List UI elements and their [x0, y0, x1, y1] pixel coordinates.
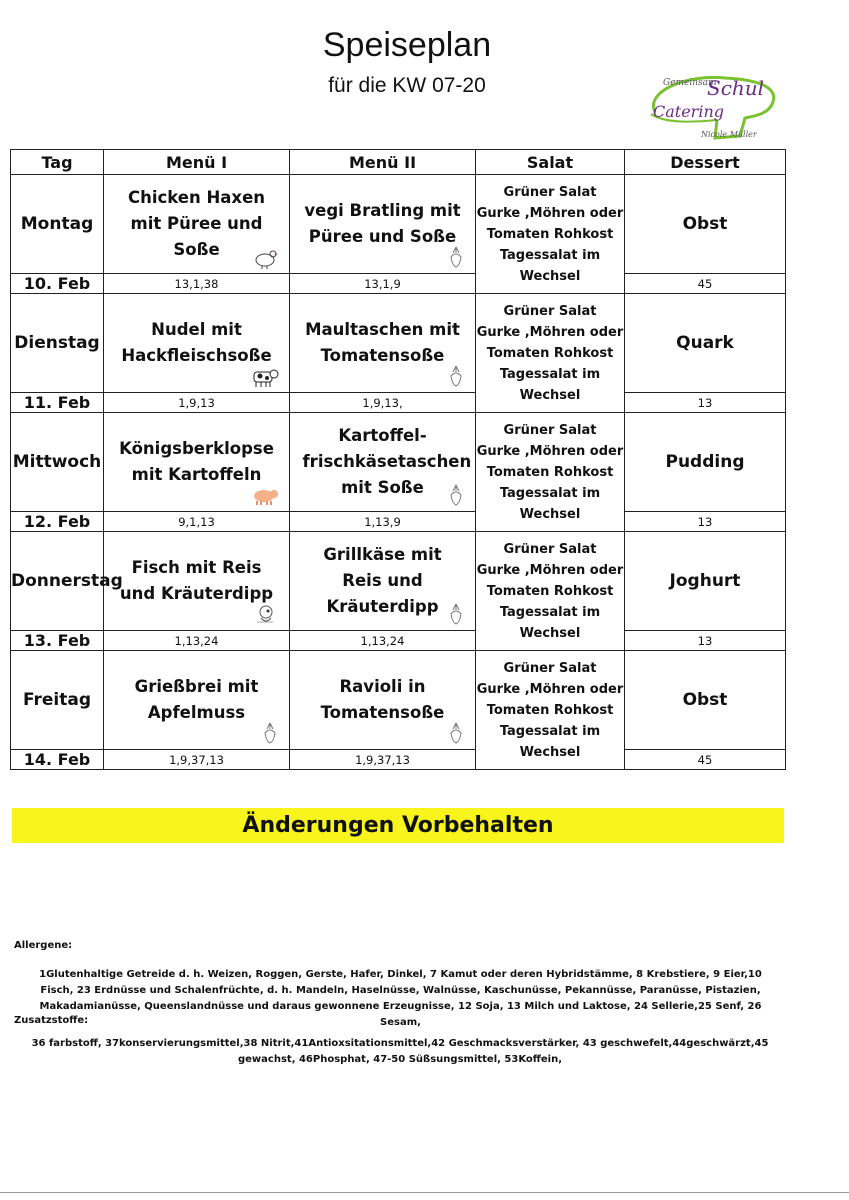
logo-text-catering: Catering [653, 102, 724, 121]
logo-text-schul: Schul [707, 76, 765, 100]
menu2-dish [290, 651, 476, 750]
table-row-codes [11, 274, 786, 294]
salat-line: Tomaten Rohkost [486, 345, 614, 361]
additives-title: Zusatzstoffe: [14, 1015, 89, 1026]
menu1-dish-text: Grießbrei mit Apfelmuss [134, 677, 259, 722]
logo-text-owner: Nicole Müller [701, 130, 757, 139]
catering-logo [645, 72, 780, 147]
salat-line: Wechsel [519, 506, 581, 522]
day-name: Mittwoch [11, 413, 104, 512]
dessert-allergen-codes: 13 [625, 393, 786, 413]
dessert: Quark [625, 294, 786, 393]
table-row [11, 175, 786, 274]
header-menu1: Menü I [104, 150, 290, 175]
page-title: Speiseplan [322, 26, 492, 64]
day-name: Montag [11, 175, 104, 274]
menu2-allergen-codes: 1,9,37,13 [290, 750, 476, 770]
dessert: Obst [625, 651, 786, 750]
salat-cell [476, 651, 625, 770]
menu1-allergen-codes: 1,13,24 [104, 631, 290, 651]
header-dessert: Dessert [625, 150, 786, 175]
menu1-allergen-codes: 13,1,38 [104, 274, 290, 294]
table-row [11, 294, 786, 393]
salat-line: Tagessalat im [499, 723, 601, 739]
table-row-codes [11, 512, 786, 532]
salat-cell [476, 413, 625, 532]
salat-line: Wechsel [519, 387, 581, 403]
menu2-dish [290, 413, 476, 512]
menu2-dish [290, 175, 476, 274]
header-row [11, 150, 786, 175]
day-date: 14. Feb [11, 750, 104, 770]
salat-line: Tomaten Rohkost [486, 702, 614, 718]
menu2-allergen-codes: 1,13,24 [290, 631, 476, 651]
menu2-allergen-codes: 13,1,9 [290, 274, 476, 294]
day-date: 11. Feb [11, 393, 104, 413]
menu-table [10, 149, 786, 770]
salat-cell [476, 175, 625, 294]
page-edge-line [0, 1192, 849, 1193]
menu2-dish-text: Maultaschen mit Tomatensoße [305, 320, 460, 365]
menu1-dish-text: Chicken Haxen mit Püree und Soße [127, 188, 266, 259]
menu1-dish-text: Fisch mit Reis und Kräuterdipp [119, 558, 274, 603]
menu1-dish-text: Nudel mit Hackfleischsoße [121, 320, 272, 365]
menu1-allergen-codes: 1,9,37,13 [104, 750, 290, 770]
changes-banner: Änderungen Vorbehalten [12, 808, 784, 843]
table-row-codes [11, 631, 786, 651]
table-row-codes [11, 393, 786, 413]
header-tag: Tag [11, 150, 104, 175]
allergens-title: Allergene: [14, 940, 73, 951]
day-name: Donnerstag [11, 532, 104, 631]
dessert: Obst [625, 175, 786, 274]
salat-line: Grüner Salat [503, 422, 597, 438]
header-menu2: Menü II [290, 150, 476, 175]
menu2-dish [290, 532, 476, 631]
salat-line: Tagessalat im [499, 366, 601, 382]
salat-line: Tagessalat im [499, 247, 601, 263]
header-salat: Salat [476, 150, 625, 175]
menu1-dish [104, 651, 290, 750]
dessert: Pudding [625, 413, 786, 512]
menu1-dish [104, 175, 290, 274]
menu1-dish [104, 413, 290, 512]
menu2-allergen-codes: 1,9,13, [290, 393, 476, 413]
day-name: Freitag [11, 651, 104, 750]
table-row [11, 651, 786, 750]
menu1-dish-text: Königsberklopse mit Kartoffeln [119, 439, 274, 484]
dessert-allergen-codes: 13 [625, 631, 786, 651]
salat-line: Tagessalat im [499, 485, 601, 501]
dessert-allergen-codes: 45 [625, 274, 786, 294]
salat-line: Tomaten Rohkost [486, 464, 614, 480]
menu1-allergen-codes: 1,9,13 [104, 393, 290, 413]
menu2-dish-text: Grillkäse mit Reis und Kräuterdipp [323, 545, 442, 616]
day-date: 12. Feb [11, 512, 104, 532]
salat-line: Wechsel [519, 268, 581, 284]
salat-line: Wechsel [519, 744, 581, 760]
day-date: 10. Feb [11, 274, 104, 294]
menu2-dish-text: Ravioli in Tomatensoße [320, 677, 445, 722]
salat-line: Grüner Salat [503, 303, 597, 319]
menu1-dish [104, 532, 290, 631]
salat-line: Gurke ,Möhren oder [476, 205, 624, 221]
additives-text: 36 farbstoff, 37konservierungsmittel,38 Nitrit,41Antioxsitationsmittel,42 Geschmacksverstärker, 43 geschwefelt,44geschwärzt,45 gewachst, 46Phosphat, 47-50 Süßsungsmittel, 53Koffein, [31, 1038, 769, 1065]
page-subtitle: für die KW 07-20 [328, 74, 486, 97]
salat-line: Grüner Salat [503, 660, 597, 676]
dessert-allergen-codes: 45 [625, 750, 786, 770]
dessert: Joghurt [625, 532, 786, 631]
salat-cell [476, 532, 625, 651]
table-row [11, 413, 786, 512]
menu1-dish [104, 294, 290, 393]
menu2-dish [290, 294, 476, 393]
salat-line: Gurke ,Möhren oder [476, 443, 624, 459]
menu2-dish-text: Kartoffel-frischkäsetaschen mit Soße [302, 426, 472, 497]
day-name: Dienstag [11, 294, 104, 393]
menu1-allergen-codes: 9,1,13 [104, 512, 290, 532]
salat-line: Gurke ,Möhren oder [476, 681, 624, 697]
logo-text-gemeinsam: Gemeinsam [663, 78, 717, 88]
salat-cell [476, 294, 625, 413]
salat-line: Wechsel [519, 625, 581, 641]
salat-line: Gurke ,Möhren oder [476, 562, 624, 578]
table-row [11, 532, 786, 631]
salat-line: Tomaten Rohkost [486, 583, 614, 599]
salat-line: Grüner Salat [503, 184, 597, 200]
menu2-allergen-codes: 1,13,9 [290, 512, 476, 532]
salat-line: Gurke ,Möhren oder [476, 324, 624, 340]
menu2-dish-text: vegi Bratling mit Püree und Soße [304, 201, 461, 246]
salat-line: Tagessalat im [499, 604, 601, 620]
salat-line: Grüner Salat [503, 541, 597, 557]
dessert-allergen-codes: 13 [625, 512, 786, 532]
salat-line: Tomaten Rohkost [486, 226, 614, 242]
allergens-text: 1Glutenhaltige Getreide d. h. Weizen, Roggen, Gerste, Hafer, Dinkel, 7 Kamut oder deren Hybridstämme, 8 Krebstiere, 9 Eier,10 Fisch, 23 Erdnüsse und Schalenfrüchte, d. h. Mandeln, Haselnüsse, Walnüsse, Kaschunüsse, Pekannüsse, Paranüsse, Pistazien, Makadamianüsse, Queenslandnüsse und daraus gewonnene Erzeugnisse, 12 Soja, 13 Milch und Laktose, 24 Sellerie,25 Senf, 26 Sesam, [39, 969, 762, 1028]
table-row-codes [11, 750, 786, 770]
day-date: 13. Feb [11, 631, 104, 651]
